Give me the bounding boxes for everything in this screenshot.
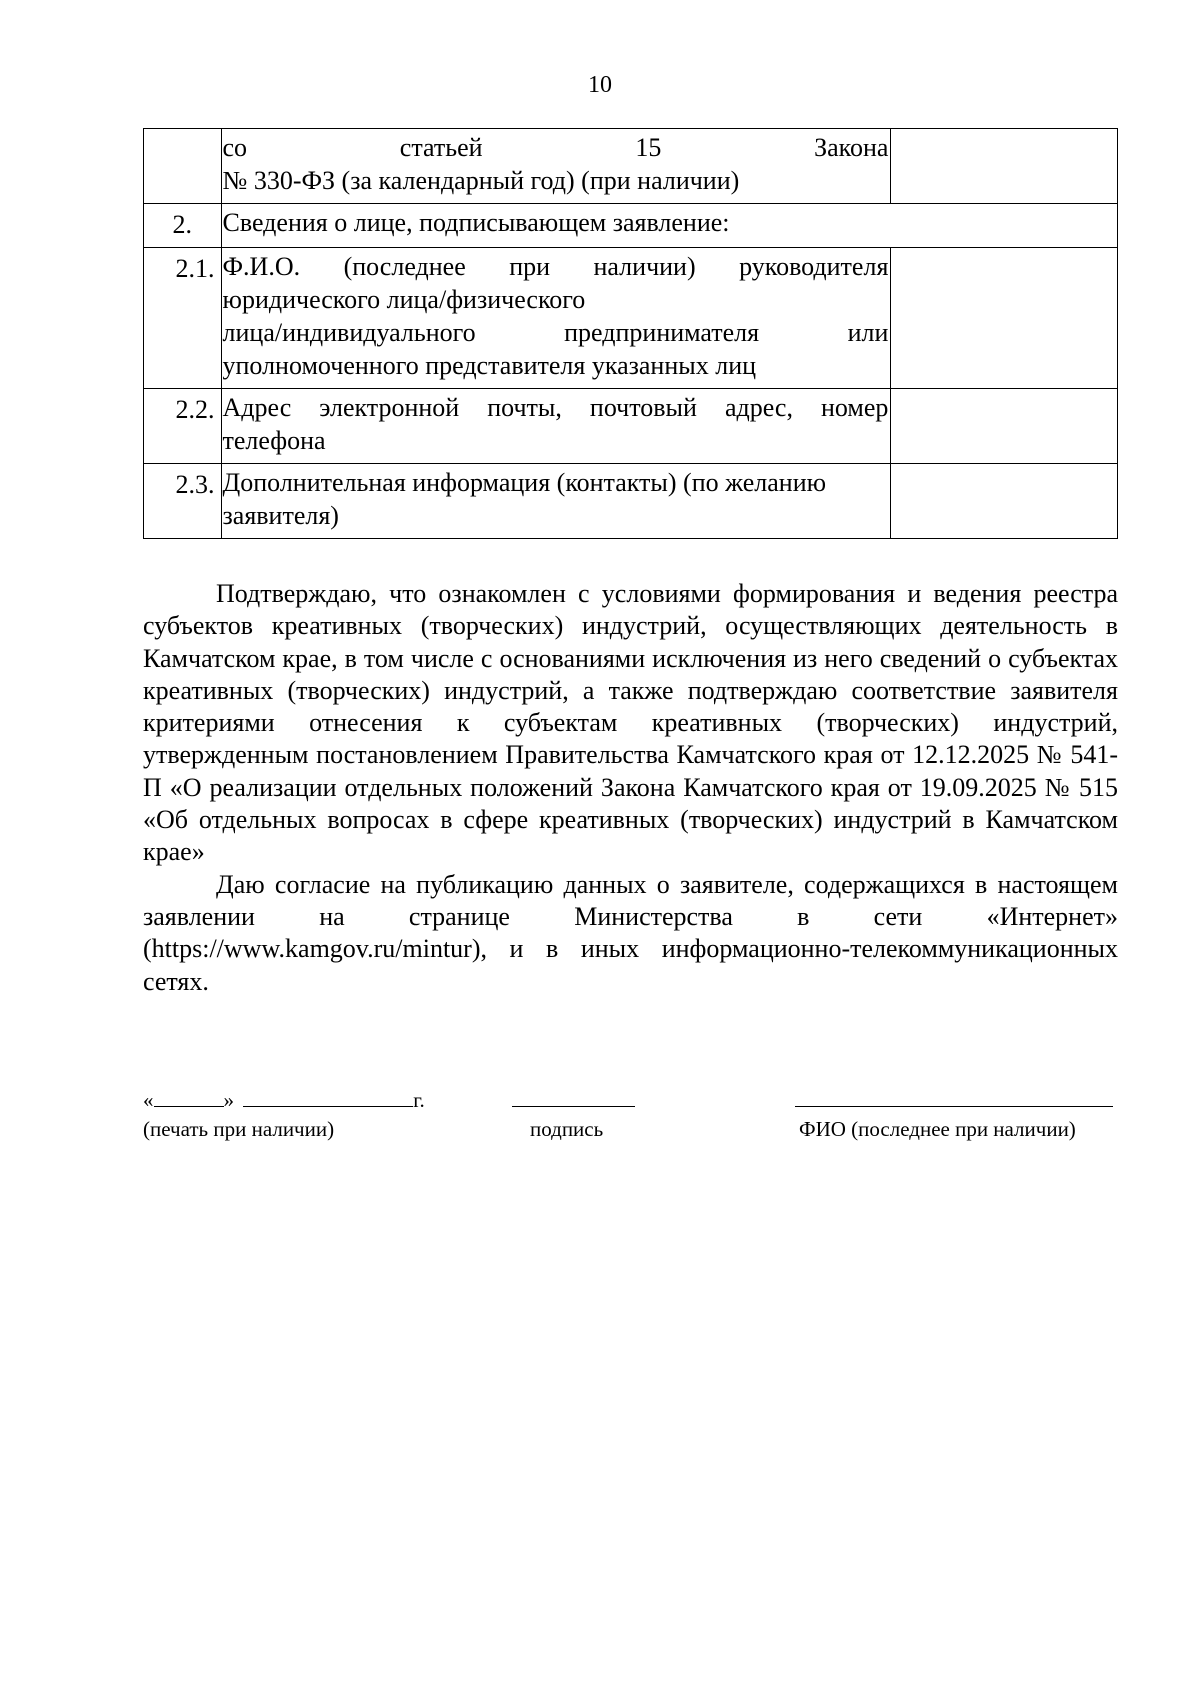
row-description-line: уполномоченного представителя указанных лиц: [222, 351, 757, 380]
row-number: 2.2.: [144, 389, 222, 464]
application-table: [143, 128, 1118, 539]
table-row: [144, 248, 1118, 389]
close-quote: »: [223, 1088, 234, 1112]
year-suffix: г.: [413, 1088, 425, 1112]
row-description: Адрес электронной почты, почтовый адрес, номер телефона: [221, 389, 891, 464]
seal-label: (печать при наличии): [143, 1117, 335, 1141]
name-label: ФИО (последнее при наличии): [799, 1117, 1076, 1141]
row-number: 2.: [144, 204, 222, 248]
row-description-line: Ф.И.О. (последнее при наличии) руководителя: [222, 252, 889, 281]
row-description: Дополнительная информация (контакты) (по желанию заявителя): [221, 464, 891, 539]
row-number: 2.3.: [144, 464, 222, 539]
name-blank[interactable]: [795, 1086, 1113, 1107]
date-field: [143, 1086, 425, 1113]
confirmation-paragraph-end: «Об отдельных вопросах в сфере креативных (творческих) индустрий в Камчатском крае»: [143, 805, 1118, 867]
row-number: 2.1.: [144, 248, 222, 389]
signature-field: [512, 1086, 635, 1113]
table-row: [144, 389, 1118, 464]
signature-label: подпись: [530, 1117, 604, 1141]
table-row: [144, 204, 1118, 248]
row-description-line: лица/индивидуального предпринимателя или: [222, 318, 889, 347]
confirmation-paragraph: Подтверждаю, что ознакомлен с условиями формирования и ведения реестра субъектов креативных (творческих) индустрий, осуществляющих деятельность в Камчатском крае, в том числе с основаниями исключения из него сведений о субъектах креативных (творческих) индустрий, а также подтверждаю соответствие заявителя критериями отнесения к субъектам креативных (творческих) индустрий, утвержденным постановлением Правительства Камчатского края от 12.12.2025 № 541-П «О реализации отдельных положений Закона Камчатского края от 19.09.2025 № 515: [143, 579, 1118, 802]
row-description-line: № 330-ФЗ (за календарный год) (при наличии): [222, 166, 740, 195]
row-description: [221, 129, 891, 204]
name-field: [795, 1086, 1113, 1113]
month-year-blank[interactable]: [243, 1086, 413, 1107]
row-description-line: юридического лица/физического: [222, 285, 586, 314]
signature-blank[interactable]: [512, 1086, 635, 1107]
row-description-line: со статьей 15 Закона: [222, 133, 889, 162]
table-row: [144, 129, 1118, 204]
row-description: Сведения о лице, подписывающем заявление:: [221, 204, 1117, 248]
row-number: [144, 129, 222, 204]
row-description: [221, 248, 891, 389]
body-text: [143, 578, 1118, 998]
page-number: 10: [588, 72, 612, 98]
row-value-cell[interactable]: [891, 248, 1118, 389]
table-row: [144, 464, 1118, 539]
row-value-cell[interactable]: [891, 464, 1118, 539]
day-blank[interactable]: [154, 1086, 224, 1107]
row-value-cell[interactable]: [891, 129, 1118, 204]
open-quote: «: [143, 1088, 154, 1112]
consent-paragraph: Даю согласие на публикацию данных о заявителе, содержащихся в настоящем заявлении на странице Министерства в сети «Интернет» (https://www.kamgov.ru/mintur), и в иных информационно-телекоммуникационных сетях.: [143, 869, 1118, 996]
row-value-cell[interactable]: [891, 389, 1118, 464]
